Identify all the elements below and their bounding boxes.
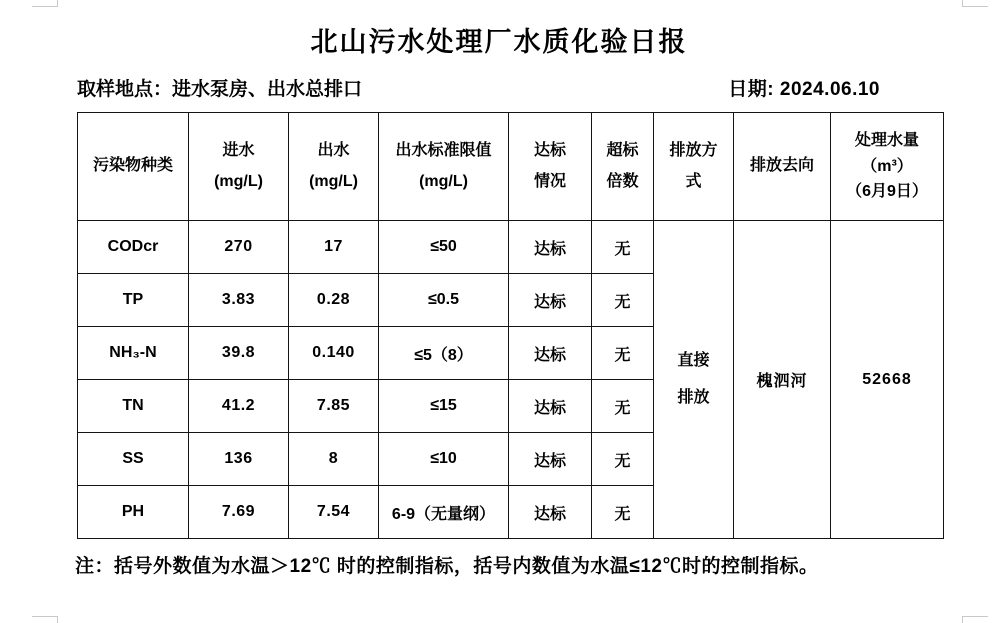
cell-outflow: 0.28 [289,274,379,327]
cell-outflow: 0.140 [289,327,379,380]
col-header-treated-volume: 处理水量 （m³） （6月9日） [831,113,944,221]
cell-limit: 6-9（无量纲） [379,486,509,539]
cell-status: 达标 [509,221,592,274]
cell-pollutant: TP [78,274,189,327]
footnote: 注：括号外数值为水温＞12℃ 时的控制指标，括号内数值为水温≤12℃时的控制指标。 [75,556,819,577]
cell-discharge-destination: 槐泗河 [734,221,831,539]
cell-limit: ≤5（8） [379,327,509,380]
cell-exceed: 无 [592,221,654,274]
col-header-status: 达标 情况 [509,113,592,221]
cell-exceed: 无 [592,327,654,380]
cell-inflow: 3.83 [189,274,289,327]
cell-pollutant: PH [78,486,189,539]
col-header-inflow: 进水 (mg/L) [189,113,289,221]
col-header-limit: 出水标准限值 (mg/L) [379,113,509,221]
col-header-exceed: 超标 倍数 [592,113,654,221]
cell-status: 达标 [509,380,592,433]
cell-outflow: 7.54 [289,486,379,539]
cell-inflow: 41.2 [189,380,289,433]
cell-treated-volume: 52668 [831,221,944,539]
col-header-discharge-destination: 排放去向 [734,113,831,221]
cell-exceed: 无 [592,486,654,539]
cell-limit: ≤50 [379,221,509,274]
water-quality-table [77,112,944,539]
page-corner-mark-bottom-left [32,616,58,623]
report-date-label: 日期: 2024.06.10 [728,79,880,100]
table-row-codcr [78,221,944,274]
cell-pollutant: CODcr [78,221,189,274]
cell-limit: ≤10 [379,433,509,486]
report-title: 北山污水处理厂水质化验日报 [310,27,688,57]
page-corner-mark-top-right [962,0,988,7]
cell-exceed: 无 [592,274,654,327]
cell-status: 达标 [509,433,592,486]
col-header-pollutant: 污染物种类 [78,113,189,221]
report-subheader [77,74,880,101]
cell-discharge-method: 直接 排放 [654,221,734,539]
cell-outflow: 17 [289,221,379,274]
cell-pollutant: NH₃-N [78,327,189,380]
col-header-outflow: 出水 (mg/L) [289,113,379,221]
cell-status: 达标 [509,274,592,327]
col-header-discharge-method: 排放方 式 [654,113,734,221]
cell-status: 达标 [509,327,592,380]
cell-exceed: 无 [592,433,654,486]
cell-outflow: 7.85 [289,380,379,433]
cell-limit: ≤0.5 [379,274,509,327]
cell-limit: ≤15 [379,380,509,433]
cell-inflow: 39.8 [189,327,289,380]
cell-inflow: 270 [189,221,289,274]
page-corner-mark-bottom-right [962,616,988,623]
page-corner-mark-top-left [32,0,58,7]
cell-inflow: 136 [189,433,289,486]
cell-status: 达标 [509,486,592,539]
cell-pollutant: TN [78,380,189,433]
cell-outflow: 8 [289,433,379,486]
table-header-row [78,113,944,221]
cell-exceed: 无 [592,380,654,433]
cell-inflow: 7.69 [189,486,289,539]
cell-pollutant: SS [78,433,189,486]
sampling-location-label: 取样地点：进水泵房、出水总排口 [77,79,363,100]
